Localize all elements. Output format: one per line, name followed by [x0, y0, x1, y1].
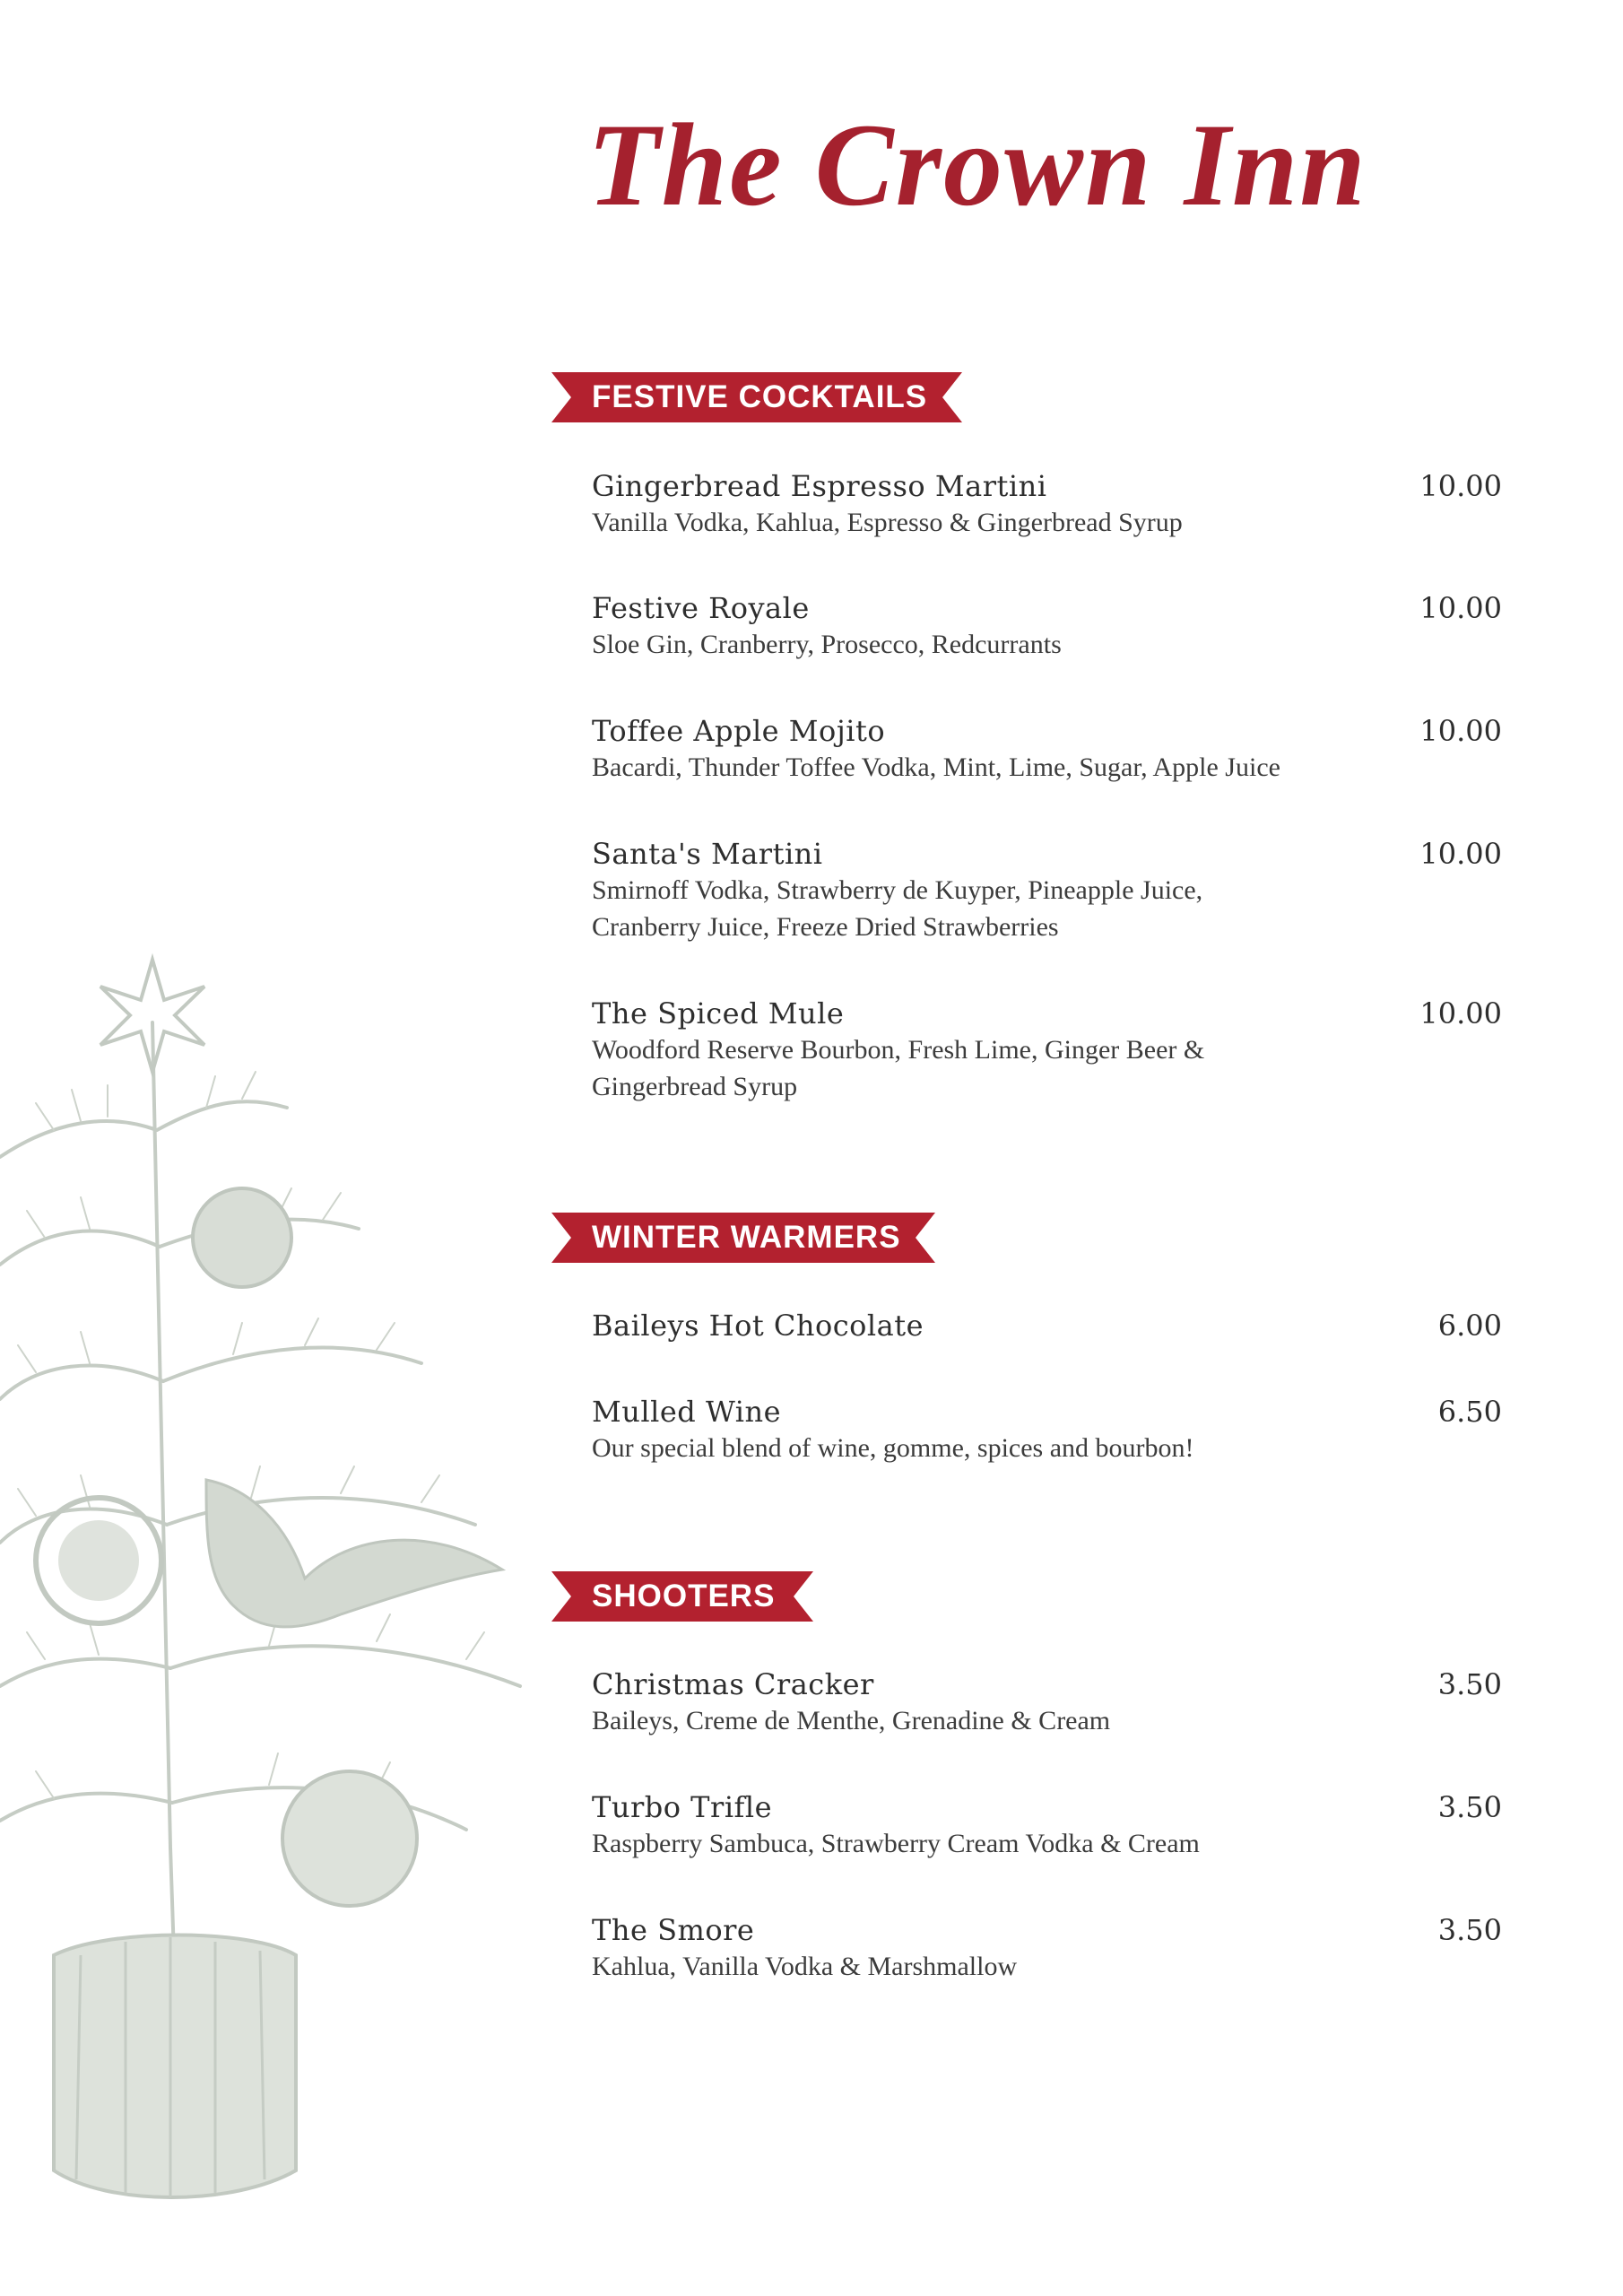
item-price: 10.00	[1419, 469, 1502, 503]
item-name: Christmas Cracker	[592, 1667, 874, 1701]
item-name: The Smore	[592, 1913, 755, 1947]
item-price: 6.00	[1437, 1309, 1502, 1343]
menu-item	[592, 1308, 1502, 1344]
item-description: Cranberry Juice, Freeze Dried Strawberries	[592, 912, 1059, 942]
item-description: Raspberry Sambuca, Strawberry Cream Vodka & Cream	[592, 1829, 1200, 1858]
item-price: 10.00	[1419, 591, 1502, 625]
menu-item	[592, 1912, 1502, 1985]
item-description: Gingerbread Syrup	[592, 1072, 798, 1101]
menu-item	[592, 468, 1502, 541]
section-heading: SHOOTERS	[592, 1578, 776, 1613]
item-description: Baileys, Creme de Menthe, Grenadine & Cream	[592, 1706, 1111, 1735]
section-banner-shooters	[551, 1571, 813, 1622]
section-heading: WINTER WARMERS	[592, 1220, 901, 1255]
item-name: Mulled Wine	[592, 1395, 782, 1429]
item-name: Festive Royale	[592, 591, 810, 625]
christmas-tree-illustration-icon	[0, 951, 547, 2242]
menu-item	[592, 996, 1502, 1105]
item-description: Vanilla Vodka, Kahlua, Espresso & Gingerbread Syrup	[592, 508, 1183, 537]
item-name: Toffee Apple Mojito	[592, 714, 886, 748]
item-price: 10.00	[1419, 837, 1502, 871]
item-price: 3.50	[1437, 1913, 1502, 1947]
section-heading: FESTIVE COCKTAILS	[592, 379, 928, 414]
item-name: Gingerbread Espresso Martini	[592, 469, 1047, 503]
section-banner-winter-warmers	[551, 1213, 935, 1263]
item-name: Santa's Martini	[592, 837, 823, 871]
menu-item	[592, 1666, 1502, 1739]
item-price: 10.00	[1419, 996, 1502, 1031]
item-price: 10.00	[1419, 714, 1502, 748]
item-description: Sloe Gin, Cranberry, Prosecco, Redcurrants	[592, 630, 1062, 659]
menu-item	[592, 590, 1502, 663]
menu-item	[592, 1789, 1502, 1862]
item-description: Bacardi, Thunder Toffee Vodka, Mint, Lime, Sugar, Apple Juice	[592, 752, 1280, 782]
item-price: 6.50	[1437, 1395, 1502, 1429]
menu-item	[592, 1394, 1502, 1466]
item-name: Baileys Hot Chocolate	[592, 1309, 924, 1343]
item-name: Turbo Trifle	[592, 1790, 773, 1824]
item-name: The Spiced Mule	[592, 996, 845, 1031]
item-description: Kahlua, Vanilla Vodka & Marshmallow	[592, 1952, 1018, 1981]
item-description: Our special blend of wine, gomme, spices and bourbon!	[592, 1433, 1194, 1463]
item-description: Woodford Reserve Bourbon, Fresh Lime, Ginger Beer &	[592, 1035, 1205, 1065]
menu-item	[592, 713, 1502, 786]
page-title: The Crown Inn	[587, 99, 1367, 230]
menu-item	[592, 836, 1502, 945]
item-price: 3.50	[1437, 1790, 1502, 1824]
item-price: 3.50	[1437, 1667, 1502, 1701]
section-banner-festive-cocktails	[551, 372, 962, 422]
item-description: Smirnoff Vodka, Strawberry de Kuyper, Pineapple Juice,	[592, 875, 1203, 905]
